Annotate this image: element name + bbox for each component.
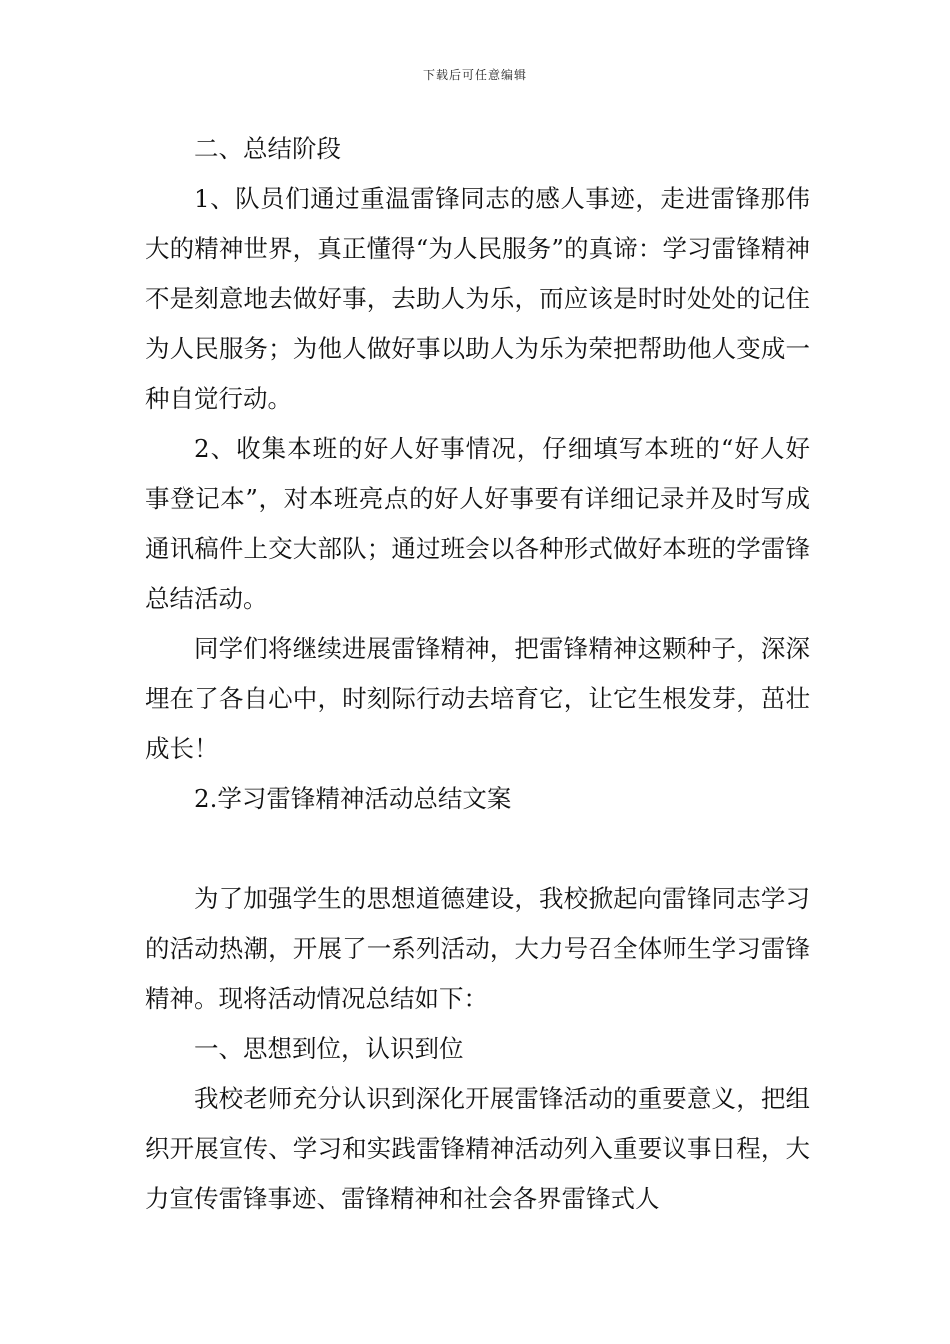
section-heading-thought-in-place: 一、思想到位，认识到位 xyxy=(194,1034,464,1063)
paragraph-5: 我校老师充分认识到深化开展雷锋活动的重要意义，把组织开展宣传、学习和实践雷锋精神活动列入重要议事日程，大力宣传雷锋事迹、雷锋精神和社会各界雷锋式人 xyxy=(145,1084,810,1213)
document-body xyxy=(145,124,810,1224)
paragraph-2: 2、收集本班的好人好事情况，仔细填写本班的“好人好事登记本”，对本班亮点的好人好事要有详细记录并及时写成通讯稿件上交大部队；通过班会以各种形式做好本班的学雷锋总结活动。 xyxy=(145,434,810,613)
blank-line xyxy=(145,824,810,874)
paragraph-1: 1、队员们通过重温雷锋同志的感人事迹，走进雷锋那伟大的精神世界，真正懂得“为人民服务”的真谛：学习雷锋精神不是刻意地去做好事，去助人为乐，而应该是时时处处的记住为人民服务；为他人做好事以助人为乐为荣把帮助他人变成一种自觉行动。 xyxy=(145,184,810,413)
section-heading-summary-stage: 二、总结阶段 xyxy=(194,134,341,163)
article-2-title: 2.学习雷锋精神活动总结文案 xyxy=(194,784,512,813)
header-note: 下载后可任意编辑 xyxy=(422,68,527,82)
paragraph-4: 为了加强学生的思想道德建设，我校掀起向雷锋同志学习的活动热潮，开展了一系列活动，大力号召全体师生学习雷锋精神。现将活动情况总结如下： xyxy=(145,884,810,1013)
paragraph-3: 同学们将继续进展雷锋精神，把雷锋精神这颗种子，深深埋在了各自心中，时刻际行动去培育它，让它生根发芽，茁壮成长！ xyxy=(145,634,810,763)
